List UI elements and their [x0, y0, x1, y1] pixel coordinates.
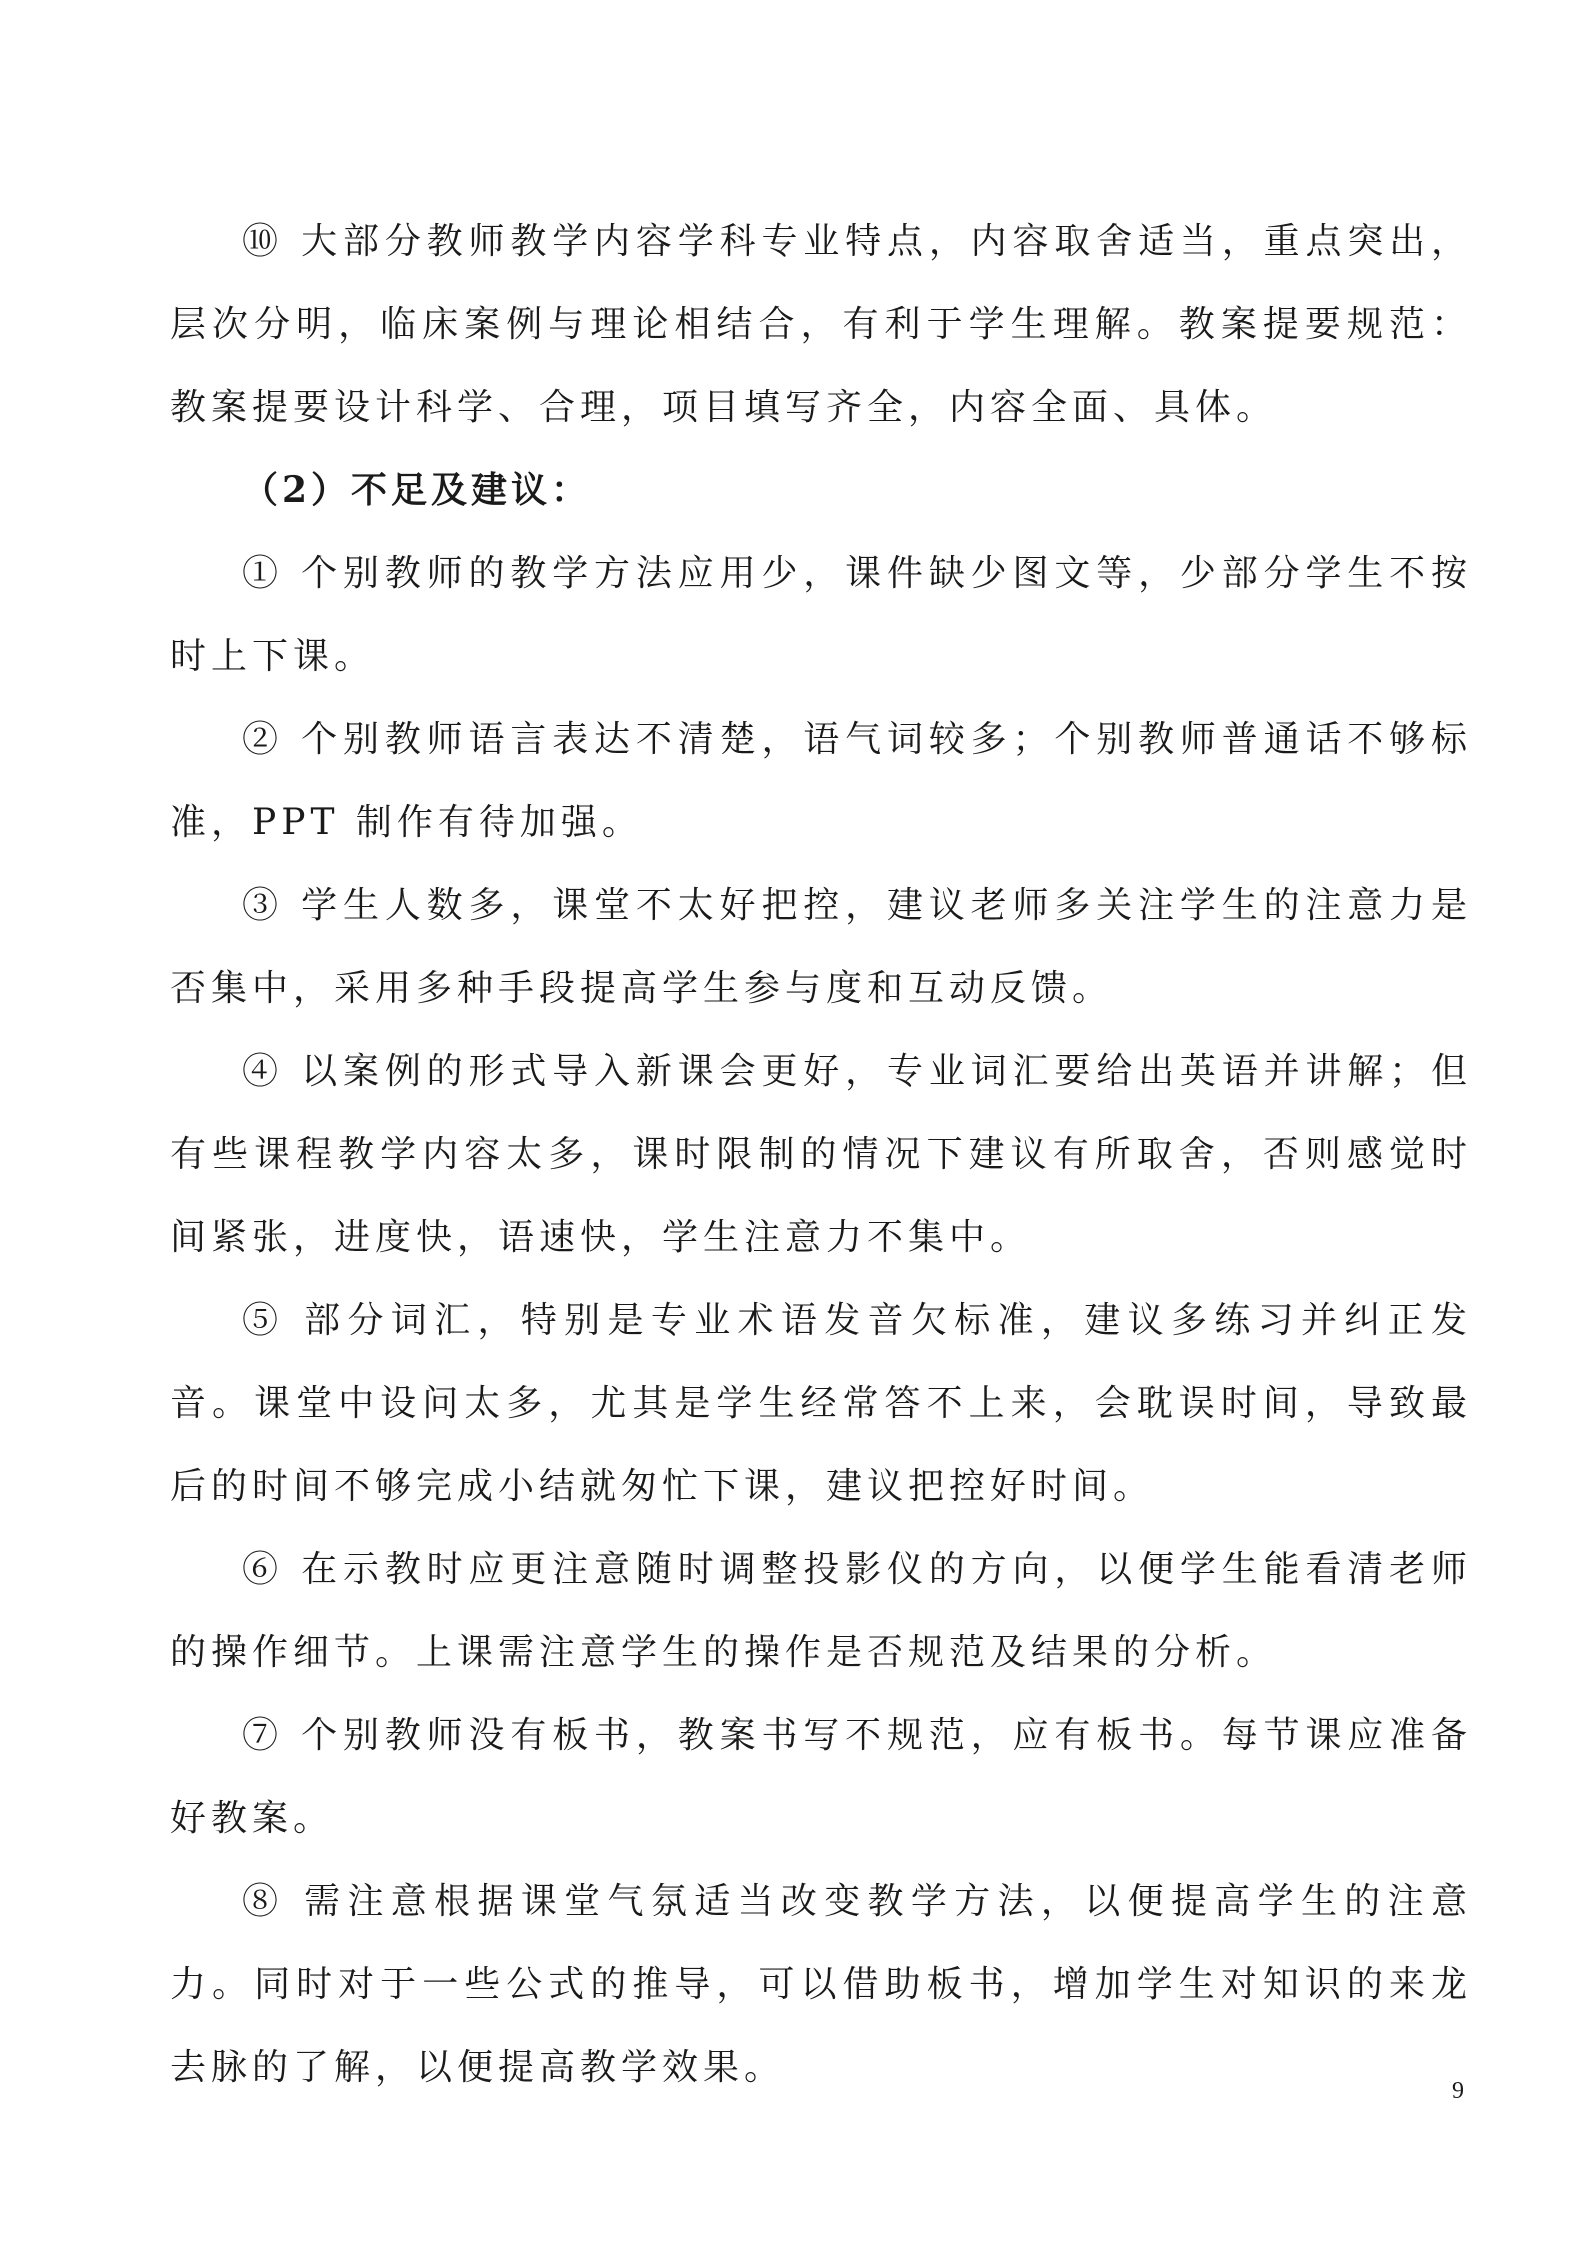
paragraph-item-10: ⑩ 大部分教师教学内容学科专业特点，内容取舍适当，重点突出，层次分明，临床案例与理论相结合，有利于学生理解。教案提要规范：教案提要设计科学、合理，项目填写齐全，内容全面、具体。 [170, 221, 1472, 428]
list-item-6: ⑥ 在示教时应更注意随时调整投影仪的方向，以便学生能看清老师的操作细节。上课需注意学生的操作是否规范及结果的分析。 [170, 1549, 1472, 1673]
list-item-3: ③ 学生人数多，课堂不太好把控，建议老师多关注学生的注意力是否集中，采用多种手段提高学生参与度和互动反馈。 [170, 885, 1472, 1009]
page-number: 9 [1452, 2078, 1464, 2104]
list-item-2: ② 个别教师语言表达不清楚，语气词较多；个别教师普通话不够标准，PPT 制作有待加强。 [170, 719, 1472, 843]
list-item-8: ⑧ 需注意根据课堂气氛适当改变教学方法，以便提高学生的注意力。同时对于一些公式的推导，可以借助板书，增加学生对知识的来龙去脉的了解，以便提高教学效果。 [170, 1881, 1472, 2088]
document-body [170, 200, 1472, 2109]
list-item-5: ⑤ 部分词汇，特别是专业术语发音欠标准，建议多练习并纠正发音。课堂中设问太多，尤其是学生经常答不上来，会耽误时间，导致最后的时间不够完成小结就匆忙下课，建议把控好时间。 [170, 1300, 1472, 1507]
list-item-4: ④ 以案例的形式导入新课会更好，专业词汇要给出英语并讲解；但有些课程教学内容太多，课时限制的情况下建议有所取舍，否则感觉时间紧张，进度快，语速快，学生注意力不集中。 [170, 1051, 1472, 1258]
list-item-1: ① 个别教师的教学方法应用少，课件缺少图文等，少部分学生不按时上下课。 [170, 553, 1472, 677]
list-item-7: ⑦ 个别教师没有板书，教案书写不规范，应有板书。每节课应准备好教案。 [170, 1715, 1472, 1839]
section-heading: （2）不足及建议： [242, 469, 592, 511]
